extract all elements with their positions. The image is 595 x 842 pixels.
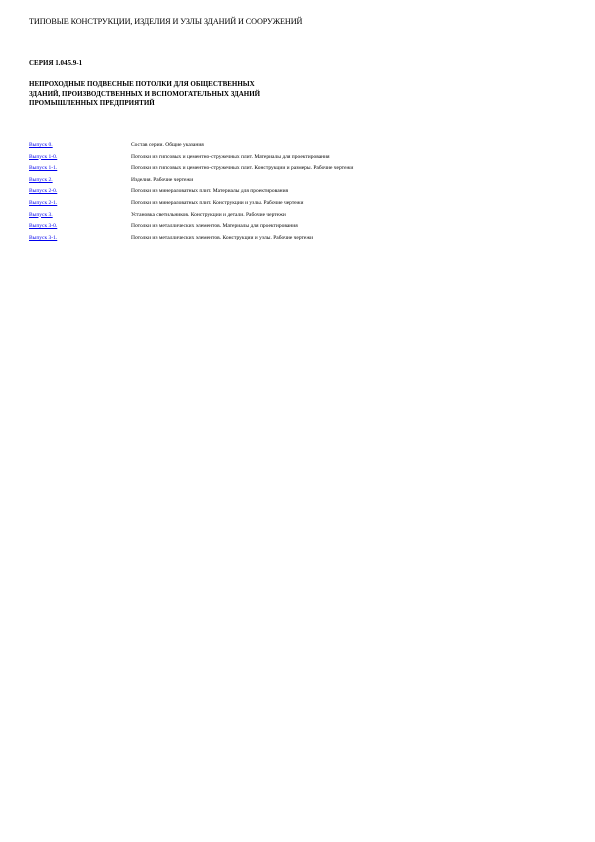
issue-link[interactable]: Выпуск 0. [29,142,53,148]
issue-description: Потолки из минераловатных плит. Материалы для проектирования [131,188,289,195]
issue-row [29,164,569,176]
issue-row [29,141,569,153]
issue-description: Потолки из гипсовых и цементно-стружечных плит. Конструкции и размеры. Рабочие чертежи [131,165,354,172]
issue-row [29,199,569,211]
issue-link[interactable]: Выпуск 2-1. [29,199,58,206]
issue-link[interactable]: Выпуск 2. [29,176,53,183]
issues-list [29,141,569,245]
issue-link[interactable]: Выпуск 2-0. [29,188,58,195]
issue-link[interactable]: Выпуск 3-0. [29,223,58,230]
issue-row [29,211,569,223]
issue-link[interactable]: Выпуск 3-1. [29,234,58,241]
issue-description: Изделия. Рабочие чертежи [131,176,194,183]
issue-link[interactable]: Выпуск 1-1. [29,165,58,172]
issue-row [29,234,569,246]
title-line: ПРОМЫШЛЕННЫХ ПРЕДПРИЯТИЙ [29,99,155,108]
issue-link[interactable]: Выпуск 1-0. [29,153,58,160]
document-title [29,80,260,109]
title-line: НЕПРОХОДНЫЕ ПОДВЕСНЫЕ ПОТОЛКИ ДЛЯ ОБЩЕСТВЕННЫХ [29,80,255,88]
issue-row [29,153,569,165]
document-header: ТИПОВЫЕ КОНСТРУКЦИИ, ИЗДЕЛИЯ И УЗЛЫ ЗДАНИЙ И СООРУЖЕНИЙ [29,17,303,26]
issue-description: Потолки из металлических элементов. Материалы для проектирования [131,223,298,230]
issue-description: Потолки из гипсовых и цементно-стружечных плит. Материалы для проектирования [131,153,330,160]
issue-description: Установка светильников. Конструкции и детали. Рабочие чертежи [131,211,286,218]
title-line: ЗДАНИЙ, ПРОИЗВОДСТВЕННЫХ И ВСПОМОГАТЕЛЬНЫХ ЗДАНИЙ [29,89,261,98]
series-number: СЕРИЯ 1.045.9-1 [29,59,83,67]
issue-description: Состав серии. Общие указания [131,142,204,148]
issue-description: Потолки из металлических элементов. Конструкции и узлы. Рабочие чертежи [131,234,314,241]
issue-row [29,222,569,234]
issue-link[interactable]: Выпуск 3. [29,211,53,218]
issue-description: Потолки из минераловатных плит. Конструкции и узлы. Рабочие чертежи [131,199,304,206]
issue-row [29,176,569,188]
issue-row [29,187,569,199]
